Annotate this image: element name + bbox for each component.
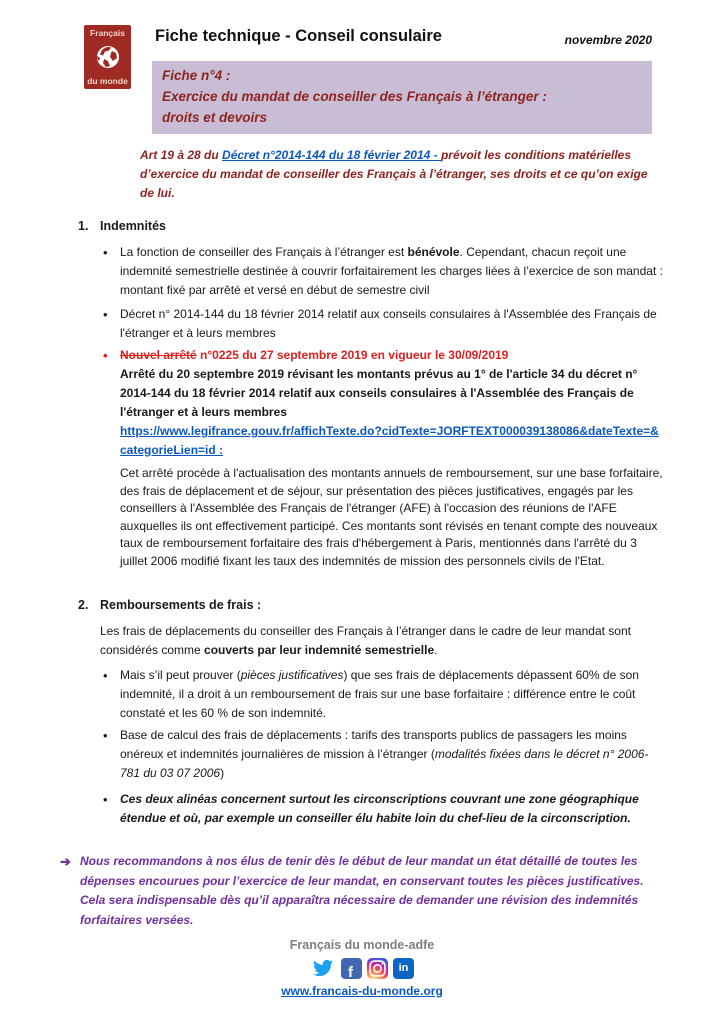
intro-text-before: Art 19 à 28 du xyxy=(140,148,223,162)
social-icons-row xyxy=(0,957,724,979)
s2b1-before: Mais s’il peut prouver ( xyxy=(120,668,241,682)
section1-title: Indemnités xyxy=(100,219,166,233)
nouvel-arrete-rest: n°0225 du 27 septembre 2019 en vigueur le 30/09/2019 xyxy=(196,348,509,362)
bullet-marker xyxy=(103,346,120,570)
decret-2014-link[interactable]: Décret n°2014-144 du 18 février 2014 - xyxy=(222,148,441,162)
s2b2-after: ) xyxy=(220,766,225,780)
s2b1-italic: pièces justificatives xyxy=(240,668,344,682)
bullet2-text: Décret n° 2014-144 du 18 février 2014 relatif aux conseils consulaires à l'Assemblée des Français de l'étranger et à leurs membres xyxy=(120,307,657,340)
fiche-number-line: Fiche n°4 : xyxy=(162,68,231,83)
intro-paragraph xyxy=(140,146,657,203)
fiche-title-box xyxy=(152,61,652,134)
fiche-subtitle-line2: droits et devoirs xyxy=(162,110,268,125)
legifrance-link[interactable]: https://www.legifrance.gouv.fr/affichTexte.do?cidTexte=JORFTEXT000039138086&dateTexte=&categorieLien=id : xyxy=(120,424,659,457)
twitter-icon[interactable] xyxy=(310,958,336,978)
section1-bullet-nouvel-arrete xyxy=(103,346,665,570)
section2-bullet-preuve xyxy=(103,666,665,723)
note-text: Nous recommandons à nos élus de tenir dès le début de leur mandat un état détaillé de toutes les dépenses encourues pour l’exercice de leur mandat, en conservant toutes les pièces justificatives. Cela sera indispensable dès qu’il apparaîtra nécessaire de demander une révision des indemnités forfaitaires versées. xyxy=(80,854,644,927)
bullet-marker xyxy=(103,726,120,783)
bullet-marker xyxy=(103,666,120,723)
bullet1-bold-benevole: bénévole xyxy=(407,245,460,259)
section1-bullet-benevole xyxy=(103,243,665,300)
twitter-bird-glyph xyxy=(310,958,336,978)
section2-bullet-base-calcul xyxy=(103,726,665,783)
section2-intro-paragraph xyxy=(100,622,652,660)
linkedin-icon[interactable] xyxy=(393,958,414,979)
section2-title: Remboursements de frais : xyxy=(100,598,262,612)
instagram-icon[interactable] xyxy=(367,958,388,979)
facebook-letter: f xyxy=(348,963,353,979)
section1-number: 1. xyxy=(78,219,89,233)
arrete-2019-body: Arrêté du 20 septembre 2019 révisant les montants prévus au 1° de l'article 34 du décret n° 2014-144 du 18 février 2014 relatif aux conseils consulaires à l'Assemblée des Français de l'étranger et à leurs membres xyxy=(120,367,638,419)
bullet1-text-after: . Cependant, chacun reçoit une indemnité semestrielle destinée à couvrir forfaitairement les charges liées à l’exercice de son mandat : montant fixé par arrêté et versé en début de semestre civil xyxy=(120,245,663,297)
globe-icon xyxy=(93,42,123,72)
bullet-marker xyxy=(103,243,120,300)
facebook-icon[interactable] xyxy=(341,958,362,979)
s2b2-italic: modalités fixées dans le décret n° 2006-781 du 03 07 2006 xyxy=(120,747,649,780)
legifrance-link-line xyxy=(120,422,665,460)
nouvel-arrete-struck-text: Nouvel arrêté xyxy=(120,348,197,362)
francais-du-monde-logo xyxy=(84,25,131,89)
nouvel-arrete-line xyxy=(120,346,665,365)
section2-number: 2. xyxy=(78,598,89,612)
s2-para-before: Les frais de déplacements du conseiller des Français à l’étranger dans le cadre de leur mandat sont considérés comme xyxy=(100,624,631,657)
intro-text-after: prévoit les conditions matérielles d’exercice du mandat de conseiller des Français à l’étranger, ses droits et ce qu’on exige de lui. xyxy=(140,148,648,200)
section2-heading xyxy=(78,598,261,612)
s2b1-after: ) que ses frais de déplacements dépassent 60% de son indemnité, il a droit à un remboursement de frais sur une base forfaitaire : différence entre le coût constaté et les 60 % de son indemnité. xyxy=(120,668,639,720)
arrete-explanation-paragraph: Cet arrêté procède à l'actualisation des montants annuels de remboursement, sur une base forfaitaire, des frais de déplacement et de séjour, sur présentation des pièces justificatives, engagés par les conseillers à l'Assemblée des Français de l'étranger (AFE) à l'occasion des réunions de l'AFE auxquelles ils ont effectivement participé. Ces montants sont révisés en tenant compte des nouveaux taux de remboursement forfaitaire des frais d'hébergement à Paris, mentionnés dans l'arrêté du 3 juillet 2006 modifié fixant les taux des indemnités de mission des personnels civils de l'Etat. xyxy=(120,466,663,568)
fiche-subtitle-line: Exercice du mandat de conseiller des Français à l’étranger : xyxy=(162,89,547,104)
website-link[interactable]: www.francais-du-monde.org xyxy=(281,984,443,998)
linkedin-letters: in xyxy=(398,962,409,974)
footer-organization-name: Français du monde-adfe xyxy=(289,938,435,952)
bullet-marker xyxy=(103,305,120,343)
s2b3-text: Ces deux alinéas concernent surtout les circonscriptions couvrant une zone géographique étendue et où, par exemple un conseiller élu habite loin du chef-lieu de la circonscription. xyxy=(120,792,639,825)
s2-para-after: . xyxy=(434,643,438,657)
section1-bullet-decret xyxy=(103,305,665,343)
logo-text-top: Français xyxy=(90,28,125,38)
document-date: novembre 2020 xyxy=(564,33,652,47)
section2-bullet-alineas xyxy=(103,790,665,828)
bullet-marker xyxy=(103,790,120,828)
recommendation-note xyxy=(60,852,664,930)
bullet1-text-before: La fonction de conseiller des Français à l’étranger est xyxy=(120,245,408,259)
section1-heading xyxy=(78,219,166,233)
logo-text-bottom: du monde xyxy=(87,76,128,86)
arrow-icon: ➔ xyxy=(60,854,71,869)
s2-para-bold: couverts par leur indemnité semestrielle xyxy=(204,643,435,657)
document-title: Fiche technique - Conseil consulaire xyxy=(155,27,442,45)
instagram-camera-glyph xyxy=(367,958,388,979)
s2b2-before: Base de calcul des frais de déplacements : tarifs des transports publics de passagers les moins onéreux et indemnités journalières de mission à l’étranger ( xyxy=(120,728,627,761)
